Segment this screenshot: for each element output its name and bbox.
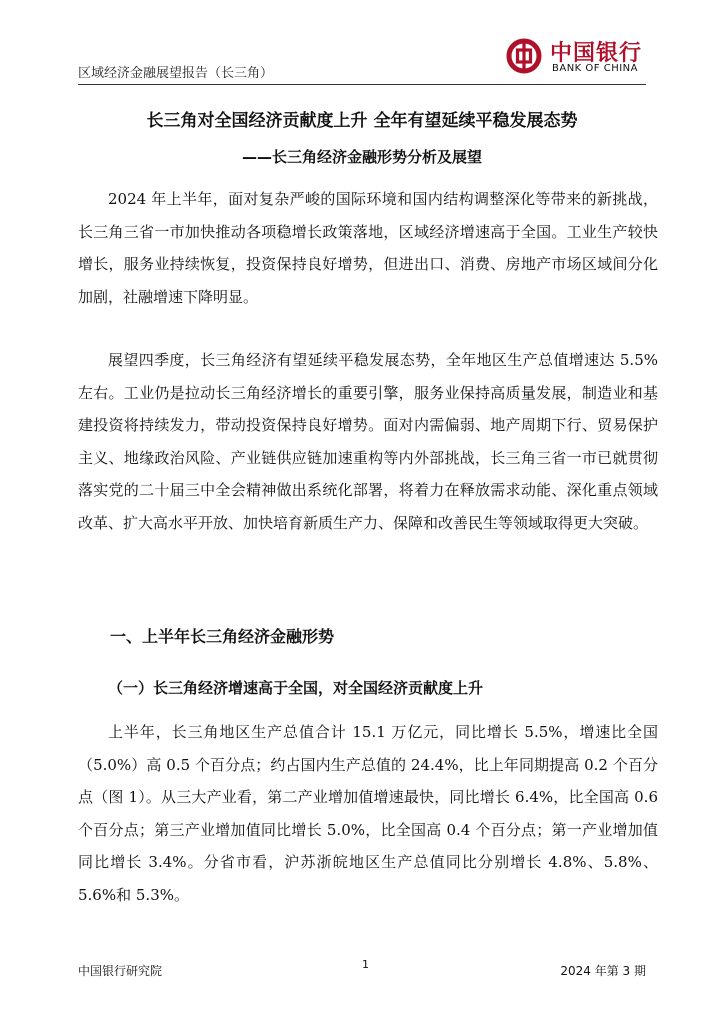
header-divider <box>78 84 646 85</box>
paragraph-gdp: 上半年，长三角地区生产总值合计 15.1 万亿元，同比增长 5.5%，增速比全国（5.0%）高 0.5 个百分点；约占国内生产总值的 24.4%，比上年同期提高 0.2 个百分点（图 1）。从三大产业看，第二产业增加值增速最快，同比增长 6.4%，比全国高 0.6 个百分点；第三产业增加值同比增长 5.0%，比全国高 0.4 个百分点；第一产业增加值同比增长 3.4%。分省市看，沪苏浙皖地区生产总值同比分别增长 4.8%、5.8%、5.6%和 5.3%。 <box>78 723 658 904</box>
paragraph-summary: 2024 年上半年，面对复杂严峻的国际环境和国内结构调整深化等带来的新挑战，长三角三省一市加快推动各项稳增长政策落地，区域经济增速高于全国。工业生产较快增长，服务业持续恢复，投资保持良好增势，但进出口、消费、房地产市场区域间分化加剧，社融增速下降明显。 <box>78 190 658 306</box>
footer-issue: 2024 年第 3 期 <box>560 964 646 978</box>
page-header <box>78 36 646 84</box>
report-series-title: 区域经济金融展望报告（长三角） <box>78 66 274 81</box>
logo-chinese-text: 中国银行 <box>550 40 643 66</box>
logo-english-text: BANK OF CHINA <box>552 63 638 74</box>
footer-institute: 中国银行研究院 <box>78 964 163 978</box>
bank-logo <box>506 36 646 80</box>
paragraph-outlook: 展望四季度，长三角经济有望延续平稳发展态势，全年地区生产总值增速达 5.5%左右。工业仍是拉动长三角经济增长的重要引擎，服务业保持高质量发展，制造业和基建投资将持续发力，带动投资保持良好增势。面对内需偏弱、地产周期下行、贸易保护主义、地缘政治风险、产业链供应链加速重构等内外部挑战，长三角三省一市已就贯彻落实党的二十届三中全会精神做出系统化部署，将着力在释放需求动能、深化重点领域改革、扩大高水平开放、加快培育新质生产力、保障和改善民生等领域取得更大突破。 <box>78 351 658 532</box>
bank-of-china-emblem-icon <box>506 38 542 74</box>
page-number: 1 <box>362 958 369 971</box>
section-heading: 一、上半年长三角经济金融形势 <box>110 627 335 646</box>
page-subtitle: ——长三角经济金融形势分析及展望 <box>241 148 482 166</box>
page-footer <box>78 958 646 982</box>
page-title: 长三角对全国经济贡献度上升 全年有望延续平稳发展态势 <box>146 111 578 131</box>
subsection-heading: （一）长三角经济增速高于全国，对全国经济贡献度上升 <box>108 679 484 697</box>
